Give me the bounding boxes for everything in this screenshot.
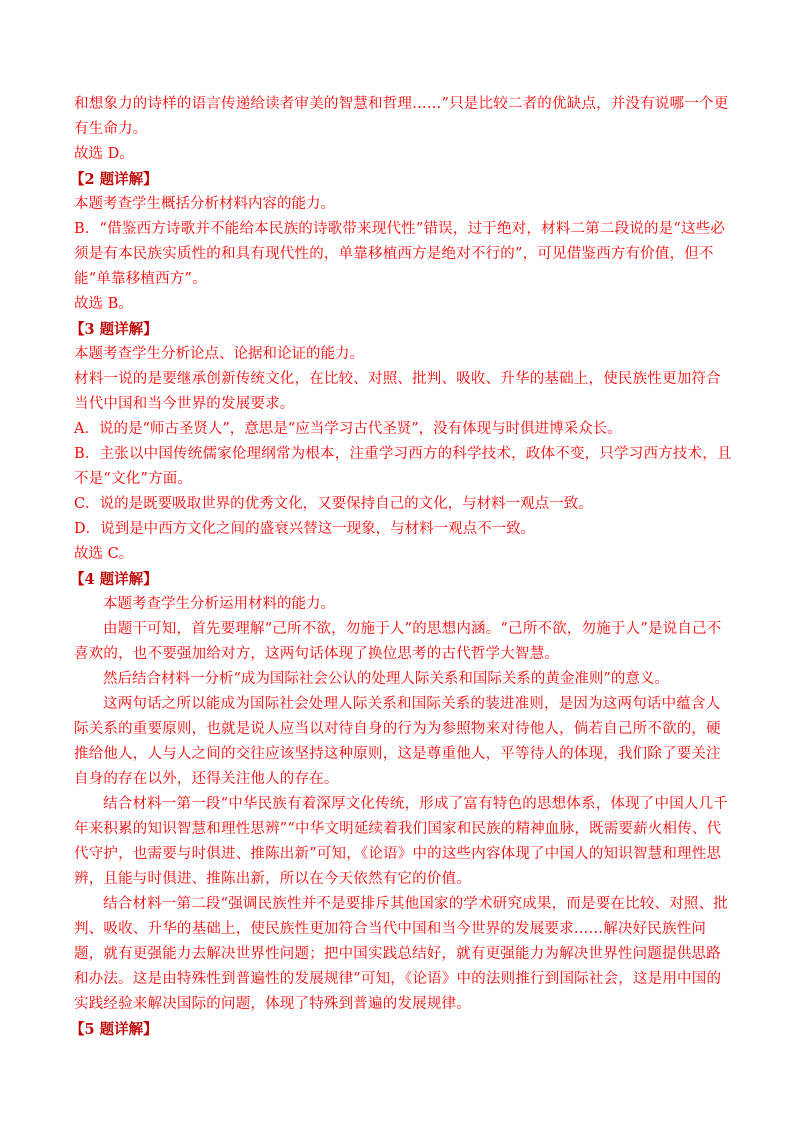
q3-option-a: A．说的是“师古圣贤人”，意思是“应当学习古代圣贤”，没有体现与时俱进博采众长。: [74, 421, 622, 437]
q3-option-d: D．说到是中西方文化之间的盛衰兴替这一现象，与材料一观点不一致。: [74, 521, 536, 537]
q5-heading: 【5 题详解】: [70, 1021, 158, 1038]
q3-paragraph-1: 本题考查学生分析论点、论据和论证的能力。: [74, 346, 364, 362]
q3-option-c: C．说的是既要吸取世界的优秀文化，又要保持自己的文化，与材料一观点一致。: [74, 496, 593, 512]
q2-paragraph-2: B．“借鉴西方诗歌并不能给本民族的诗歌带来现代性”错误，过于绝对，材料二第二段说的是“这些必须是有本民族实质性的和具有现代性的，单靠移植西方是绝对不行的”，可见借鉴西方有价值，但不能“单靠移植西方”。: [74, 221, 726, 287]
q3-paragraph-2: 材料一说的是要继承创新传统文化，在比较、对照、批判、吸收、升华的基础上，使民族性更加符合当代中国和当今世界的发展要求。: [74, 371, 721, 412]
q3-heading: 【3 题详解】: [70, 321, 158, 338]
q4-paragraph-4: 这两句话之所以能成为国际社会处理人际关系和国际关系的装进准则，是因为这两句话中蕴含人际关系的重要原则，也就是说人应当以对待自身的行为为参照物来对待他人，倘若自己所不欲的，硬推给他人，人与人之间的交往应该坚持这种原则，这是尊重他人，平等待人的体现，我们除了要关注自身的存在以外，还得关注他人的存在。: [74, 696, 721, 787]
q3-option-b: B．主张以中国传统儒家伦理纲常为根本，注重学习西方的科学技术，政体不变，只学习西方技术，且不是“文化”方面。: [74, 446, 732, 487]
q4-paragraph-3: 然后结合材料一分析“成为国际社会公认的处理人际关系和国际关系的黄金准则”的意义。: [103, 671, 669, 687]
intro-answer: 故选 D。: [74, 146, 134, 162]
q2-heading: 【2 题详解】: [70, 171, 158, 188]
intro-paragraph: 和想象力的诗样的语言传递给读者审美的智慧和哲理……”只是比较二者的优缺点，并没有说哪一个更有生命力。: [74, 96, 729, 137]
q4-paragraph-5: 结合材料一第一段“中华民族有着深厚文化传统，形成了富有特色的思想体系，体现了中国人几千年来积累的知识智慧和理性思辨”“中华文明延续着我们国家和民族的精神血脉，既需要薪火相传、代代守护，也需要与时俱进、推陈出新”可知，《论语》中的这些内容体现了中国人的知识智慧和理性思辨，且能与时俱进、推陈出新，所以在今天依然有它的价值。: [74, 796, 729, 887]
q4-paragraph-2: 由题干可知，首先要理解“己所不欲，勿施于人”的思想内涵。“己所不欲，勿施于人”是说自己不喜欢的，也不要强加给对方，这两句话体现了换位思考的古代哲学大智慧。: [74, 621, 722, 662]
q4-heading: 【4 题详解】: [70, 571, 158, 588]
q4-paragraph-1: 本题考查学生分析运用材料的能力。: [103, 596, 335, 612]
q2-paragraph-1: 本题考查学生概括分析材料内容的能力。: [74, 196, 335, 212]
q2-answer: 故选 B。: [74, 296, 133, 312]
answer-explanations: [70, 92, 734, 1042]
q4-paragraph-6: 结合材料一第二段“强调民族性并不是要排斥其他国家的学术研究成果，而是要在比较、对照、批判、吸收、升华的基础上，使民族性更加符合当代中国和当今世界的发展要求……解决好民族性问题，就有更强能力去解决世界性问题；把中国实践总结好，就有更强能力为解决世界性问题提供思路和办法。这是由特殊性到普遍性的发展规律”可知，《论语》中的法则推行到国际社会，这是用中国的实践经验来解决国际的问题，体现了特殊到普遍的发展规律。: [74, 896, 729, 1012]
q3-answer: 故选 C。: [74, 546, 134, 562]
